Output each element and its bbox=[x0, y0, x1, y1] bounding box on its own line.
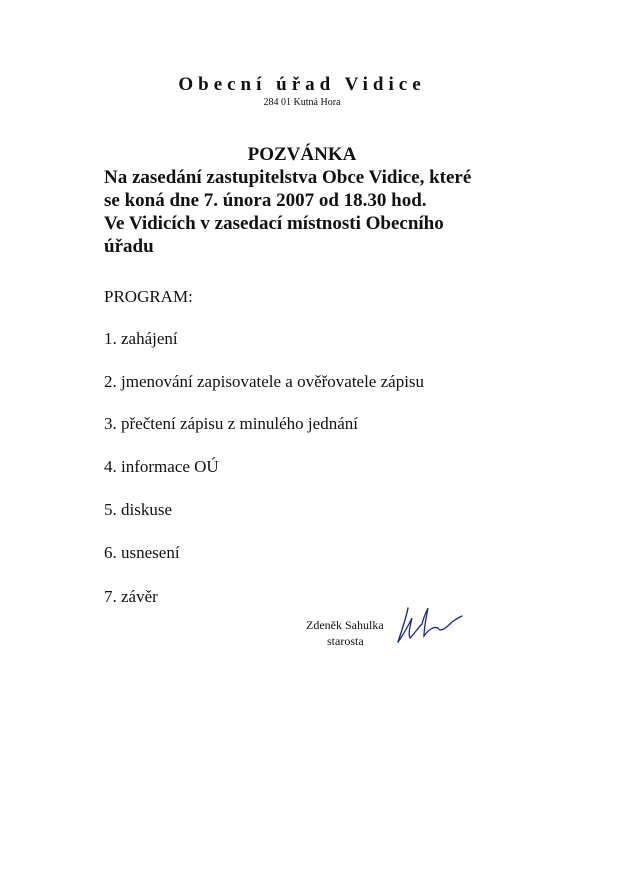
invitation-line: se koná dne 7. února 2007 od 18.30 hod. bbox=[104, 190, 427, 211]
program-item: 3. přečtení zápisu z minulého jednání bbox=[104, 414, 358, 433]
program-label: PROGRAM: bbox=[104, 287, 193, 306]
program-item: 2. jmenování zapisovatele a ověřovatele zápisu bbox=[104, 372, 425, 391]
program-item: 1. zahájení bbox=[104, 329, 178, 348]
program-item: 6. usnesení bbox=[104, 543, 180, 562]
invitation-line: úřadu bbox=[104, 236, 154, 257]
invitation-heading: POZVÁNKA bbox=[247, 144, 357, 165]
program-item: 4. informace OÚ bbox=[104, 457, 219, 476]
invitation-text bbox=[104, 166, 524, 258]
signatory-role: starosta bbox=[327, 634, 364, 648]
invitation-line: Ve Vidicích v zasedací místnosti Obecního bbox=[104, 213, 444, 234]
program-item: 7. závěr bbox=[104, 587, 158, 606]
office-address: 284 01 Kutná Hora bbox=[263, 97, 341, 108]
program-item: 5. diskuse bbox=[104, 500, 172, 519]
invitation-line: Na zasedání zastupitelstva Obce Vidice, které bbox=[104, 167, 472, 188]
handwritten-signature bbox=[394, 604, 464, 646]
signatory-name: Zdeněk Sahulka bbox=[306, 618, 384, 632]
office-title: Obecní úřad Vidice bbox=[178, 74, 426, 95]
